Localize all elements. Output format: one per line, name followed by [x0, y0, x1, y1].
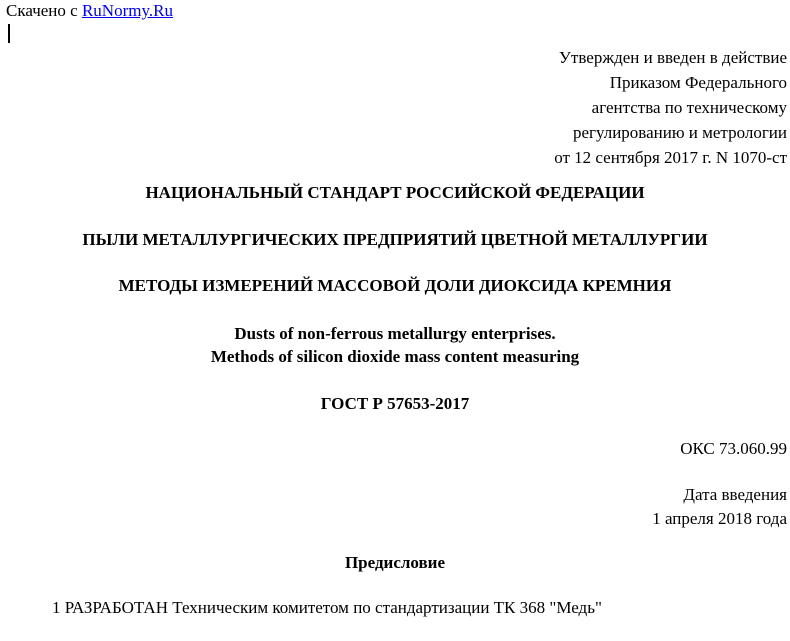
introduction-label: Дата введения: [683, 485, 787, 504]
approval-line: от 12 сентября 2017 г. N 1070-ст: [554, 148, 787, 167]
approval-line: регулированию и метрологии: [572, 123, 787, 142]
introduction-date: 1 апреля 2018 года: [652, 509, 787, 528]
approval-block: [554, 45, 787, 170]
english-title-line1: Dusts of non-ferrous metallurgy enterprises.: [234, 324, 556, 343]
introduction-date-block: [652, 483, 787, 531]
runormy-link[interactable]: RuNormy.Ru: [81, 1, 173, 20]
methods-title: МЕТОДЫ ИЗМЕРЕНИЙ МАССОВОЙ ДОЛИ ДИОКСИДА КРЕМНИЯ: [118, 276, 672, 295]
national-standard-title: НАЦИОНАЛЬНЫЙ СТАНДАРТ РОССИЙСКОЙ ФЕДЕРАЦИИ: [145, 183, 645, 202]
approval-line: агентства по техническому: [591, 98, 787, 117]
text-cursor: [8, 24, 10, 43]
english-title-line2: Methods of silicon dioxide mass content measuring: [210, 347, 580, 366]
source-line: [6, 1, 173, 21]
approval-line: Утвержден и введен в действие: [558, 48, 787, 67]
english-title: [0, 322, 790, 368]
oks-code: ОКС 73.060.99: [680, 439, 787, 458]
subject-title: ПЫЛИ МЕТАЛЛУРГИЧЕСКИХ ПРЕДПРИЯТИЙ ЦВЕТНОЙ МЕТАЛЛУРГИИ: [82, 230, 708, 249]
approval-line: Приказом Федерального: [609, 73, 787, 92]
gost-number: ГОСТ Р 57653-2017: [320, 394, 470, 413]
source-prefix: Скачено с: [6, 1, 82, 20]
preface-item-1: 1 РАЗРАБОТАН Техническим комитетом по стандартизации ТК 368 "Медь": [52, 598, 602, 617]
preface-heading: Предисловие: [344, 553, 446, 572]
